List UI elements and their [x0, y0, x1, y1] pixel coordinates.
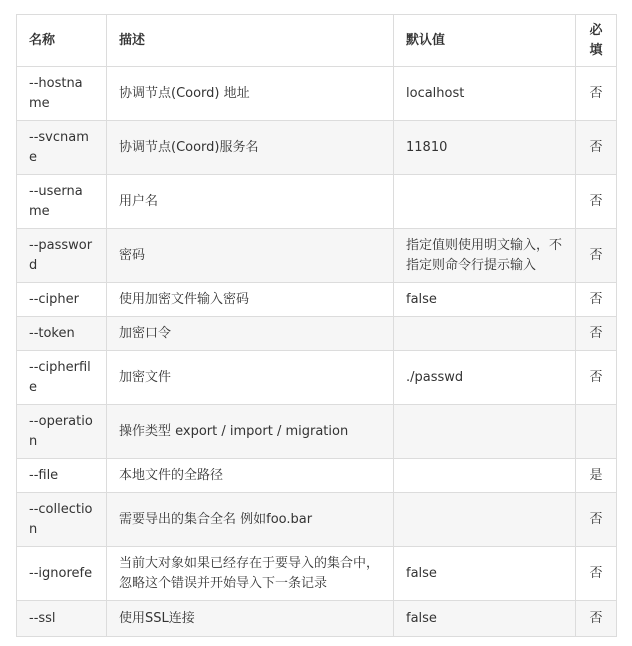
- param-name: --cipher: [17, 283, 107, 317]
- param-required: 否: [576, 493, 617, 547]
- param-required: 否: [576, 229, 617, 283]
- param-required: 否: [576, 67, 617, 121]
- table-row: [17, 405, 617, 459]
- param-name: --operation: [17, 405, 107, 459]
- param-required: 否: [576, 351, 617, 405]
- header-description: 描述: [107, 15, 394, 67]
- param-description: 加密文件: [107, 351, 394, 405]
- param-default: false: [394, 547, 576, 601]
- param-name: --cipherfile: [17, 351, 107, 405]
- param-name: --collection: [17, 493, 107, 547]
- table-row: [17, 67, 617, 121]
- param-default: [394, 493, 576, 547]
- param-default: 11810: [394, 121, 576, 175]
- table-row: [17, 601, 617, 637]
- param-default: [394, 317, 576, 351]
- param-required: 否: [576, 547, 617, 601]
- param-description: 需要导出的集合全名 例如foo.bar: [107, 493, 394, 547]
- table-row: [17, 121, 617, 175]
- param-description: 使用加密文件输入密码: [107, 283, 394, 317]
- param-name: --ignorefe: [17, 547, 107, 601]
- parameter-table: [16, 14, 617, 637]
- param-name: --token: [17, 317, 107, 351]
- header-required: 必填: [576, 15, 617, 67]
- table-row: [17, 175, 617, 229]
- parameter-table-container: [16, 14, 617, 637]
- param-required: 否: [576, 283, 617, 317]
- param-name: --file: [17, 459, 107, 493]
- table-row: [17, 351, 617, 405]
- param-description: 当前大对象如果已经存在于要导入的集合中，忽略这个错误并开始导入下一条记录: [107, 547, 394, 601]
- param-default: false: [394, 601, 576, 637]
- param-default: [394, 405, 576, 459]
- param-required: 否: [576, 121, 617, 175]
- param-description: 加密口令: [107, 317, 394, 351]
- param-description: 本地文件的全路径: [107, 459, 394, 493]
- param-required: [576, 405, 617, 459]
- param-description: 协调节点(Coord)服务名: [107, 121, 394, 175]
- table-row: [17, 283, 617, 317]
- param-name: --ssl: [17, 601, 107, 637]
- param-description: 用户名: [107, 175, 394, 229]
- header-default-value: 默认值: [394, 15, 576, 67]
- param-default: localhost: [394, 67, 576, 121]
- param-required: 否: [576, 601, 617, 637]
- param-name: --svcname: [17, 121, 107, 175]
- param-name: --username: [17, 175, 107, 229]
- param-default: [394, 175, 576, 229]
- table-row: [17, 493, 617, 547]
- param-description: 协调节点(Coord) 地址: [107, 67, 394, 121]
- param-name: --hostname: [17, 67, 107, 121]
- param-description: 密码: [107, 229, 394, 283]
- param-required: 是: [576, 459, 617, 493]
- table-header-row: [17, 15, 617, 67]
- table-row: [17, 547, 617, 601]
- param-description: 使用SSL连接: [107, 601, 394, 637]
- param-description: 操作类型 export / import / migration: [107, 405, 394, 459]
- param-name: --password: [17, 229, 107, 283]
- table-row: [17, 459, 617, 493]
- table-row: [17, 317, 617, 351]
- param-required: 否: [576, 317, 617, 351]
- header-name: 名称: [17, 15, 107, 67]
- param-default: false: [394, 283, 576, 317]
- param-default: 指定值则使用明文输入，不指定则命令行提示输入: [394, 229, 576, 283]
- param-required: 否: [576, 175, 617, 229]
- param-default: [394, 459, 576, 493]
- param-default: ./passwd: [394, 351, 576, 405]
- table-row: [17, 229, 617, 283]
